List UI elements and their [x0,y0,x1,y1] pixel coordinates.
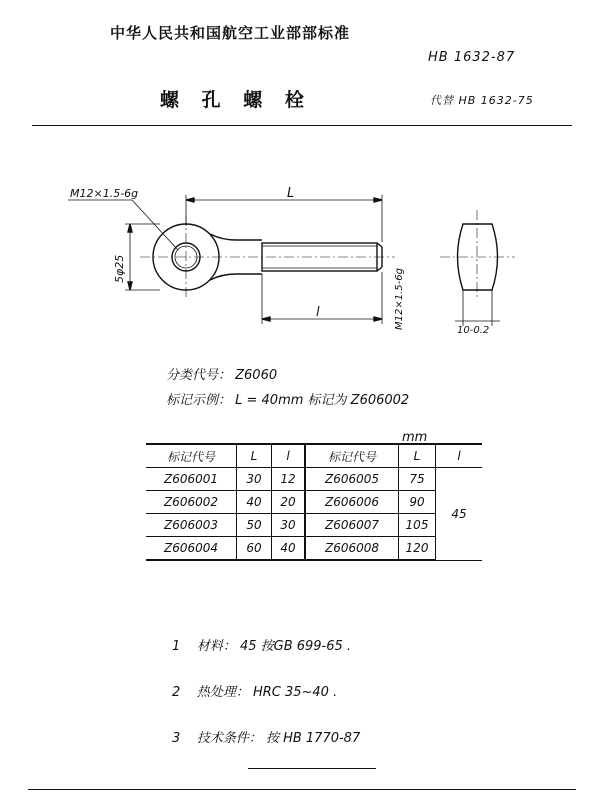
standard-title: 中华人民共和国航空工业部部标准 [110,24,351,42]
table-cell: Z606008 [305,537,399,561]
table-cell: 40 [237,491,272,514]
header-cell: 标记代号 [146,444,237,468]
table-cell: 40 [272,537,306,561]
footer-rule [28,789,576,790]
table-cell: 120 [399,537,436,561]
table-cell: Z606005 [305,468,399,491]
side-thread-label: M12×1.5-6g [394,268,405,330]
marking-example: 标记示例： L = 40mm 标记为 Z606002 [166,393,410,408]
neck-bottom [210,274,262,280]
merged-l-cell: 45 [436,468,483,561]
table-cell: 105 [399,514,436,537]
note-text: 材料： 45 按GB 699-65 . [196,639,352,654]
table-cell: 75 [399,468,436,491]
table-header-row [146,444,482,468]
end-rule [248,768,376,769]
header-cell: L [237,444,272,468]
dim-L-label: L [287,186,295,201]
note-3 [172,727,360,746]
note-text: 技术条件： 按 HB 1770-87 [196,731,361,746]
table-cell: Z606007 [305,514,399,537]
table-cell: 30 [237,468,272,491]
replaces-note: 代替 HB 1632-75 [430,94,534,107]
table-cell: 12 [272,468,306,491]
diameter-label: 5φ25 [113,254,126,283]
note-number: 1 [172,639,181,654]
table-cell: Z606003 [146,514,237,537]
table-row [146,491,482,514]
table-cell: 30 [272,514,306,537]
document-title: 螺 孔 螺 栓 [160,89,312,111]
table-cell: Z606001 [146,468,237,491]
note-2 [172,681,337,700]
table-cell: 20 [272,491,306,514]
table-cell: 90 [399,491,436,514]
spec-table [146,443,482,561]
table-row [146,514,482,537]
note-text: 热处理： HRC 35~40 . [196,685,338,700]
table-cell: Z606004 [146,537,237,561]
classification-code: 分类代号： Z6060 [166,368,278,383]
neck-top [210,234,262,240]
header-cell: l [436,444,483,468]
note-number: 3 [172,731,181,746]
note-1 [172,635,351,654]
dim-l-label: l [316,305,320,320]
table-cell: Z606002 [146,491,237,514]
header-cell: 标记代号 [305,444,399,468]
table-row [146,468,482,491]
table-row [146,537,482,561]
table-cell: 50 [237,514,272,537]
thread-label: M12×1.5-6g [70,187,139,200]
standard-number: HB 1632-87 [428,50,516,65]
header-cell: L [399,444,436,468]
table-cell: 60 [237,537,272,561]
table-unit: mm [402,430,428,445]
width-label: 10-0.2 [457,325,490,336]
table-cell: Z606006 [305,491,399,514]
header-cell: l [272,444,306,468]
note-number: 2 [172,685,181,700]
